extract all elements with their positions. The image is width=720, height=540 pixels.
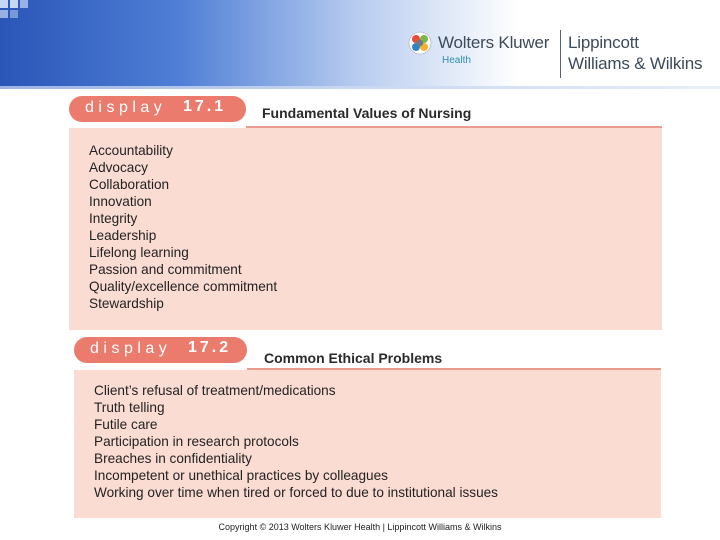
display-number: 17.2 (188, 339, 232, 356)
list-item: Passion and commitment (89, 262, 242, 277)
list-item: Working over time when tired or forced to due to institutional issues (94, 485, 498, 500)
list-item: Client’s refusal of treatment/medications (94, 383, 336, 398)
list-item: Leadership (89, 228, 157, 243)
list-item: Advocacy (89, 160, 148, 175)
list-item: Lifelong learning (89, 245, 189, 260)
header-banner (0, 0, 720, 88)
publisher-logo (408, 30, 720, 80)
display-title: Common Ethical Problems (264, 350, 443, 366)
display-tab (74, 337, 247, 363)
list-item: Integrity (89, 211, 138, 226)
list-item: Quality/excellence commitment (89, 279, 278, 294)
display-title: Fundamental Values of Nursing (262, 105, 472, 121)
display-tab (69, 96, 246, 122)
division-name: Health (442, 55, 471, 66)
display-17-2 (74, 337, 661, 518)
decorative-tiles (0, 0, 36, 20)
list-item: Incompetent or unethical practices by colleagues (94, 468, 388, 483)
banner-divider (0, 86, 720, 89)
display-17-1 (69, 96, 662, 330)
list-item: Accountability (89, 143, 173, 158)
imprint-line-1: Lippincott (568, 33, 639, 52)
list-item: Truth telling (94, 400, 165, 415)
publisher-name: Wolters Kluwer (438, 33, 550, 52)
copyright-footer: Copyright © 2013 Wolters Kluwer Health | Lippincott Williams & Wilkins (218, 522, 502, 532)
list-item: Innovation (89, 194, 152, 209)
logo-divider (560, 30, 561, 78)
display-body (69, 128, 662, 330)
display-label: display (85, 99, 167, 116)
list-item: Stewardship (89, 296, 164, 311)
display-number: 17.1 (183, 98, 227, 115)
list-item: Collaboration (89, 177, 170, 192)
list-item: Participation in research protocols (94, 434, 299, 449)
display-label: display (90, 340, 172, 357)
imprint-line-2: Williams & Wilkins (568, 54, 703, 73)
list-item: Breaches in confidentiality (94, 451, 252, 466)
display-body (74, 370, 661, 518)
values-list (89, 142, 277, 312)
ethical-problems-list (94, 382, 498, 501)
list-item: Futile care (94, 417, 158, 432)
wolters-kluwer-logo-icon (408, 31, 432, 55)
